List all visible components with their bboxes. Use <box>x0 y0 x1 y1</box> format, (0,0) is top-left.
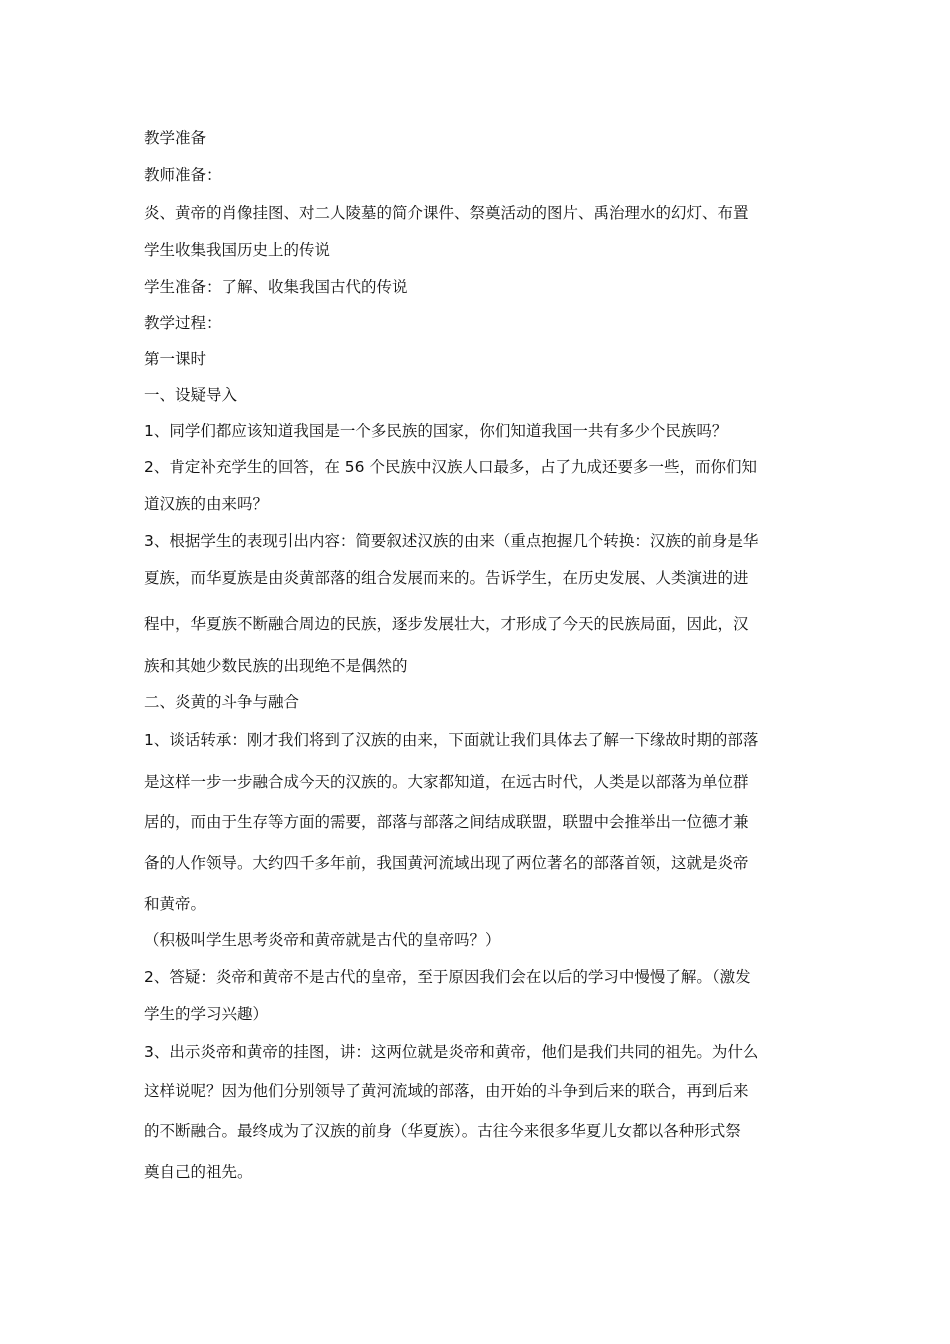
text-line: 程中，华夏族不断融合周边的民族，逐步发展壮大，才形成了今天的民族局面，因此，汉 <box>144 615 749 633</box>
text-line: 1、谈话转承：刚才我们将到了汉族的由来，下面就让我们具体去了解一下缘故时期的部落 <box>144 731 759 749</box>
text-line: 夏族，而华夏族是由炎黄部落的组合发展而来的。告诉学生，在历史发展、人类演进的进 <box>144 569 749 587</box>
text-line: 是这样一步一步融合成今天的汉族的。大家都知道，在远古时代，人类是以部落为单位群 <box>144 773 749 791</box>
text-line: 备的人作领导。大约四千多年前，我国黄河流域出现了两位著名的部落首领，这就是炎帝 <box>144 854 749 872</box>
text-line: 奠自己的祖先。 <box>144 1163 253 1181</box>
text-line: 炎、黄帝的肖像挂图、对二人陵墓的简介课件、祭奠活动的图片、禹治理水的幻灯、布置 <box>144 204 749 222</box>
text-line: （积极叫学生思考炎帝和黄帝就是古代的皇帝吗？） <box>144 931 501 949</box>
text-line: 族和其她少数民族的出现绝不是偶然的 <box>144 657 408 675</box>
section-heading: 一、设疑导入 <box>144 386 238 404</box>
heading-first-lesson: 第一课时 <box>144 350 207 368</box>
text-line: 学生准备：了解、收集我国古代的传说 <box>144 278 408 296</box>
heading-teaching-prep: 教学准备 <box>144 129 207 147</box>
heading-teacher-prep: 教师准备： <box>144 166 222 184</box>
text-line: 2、答疑：炎帝和黄帝不是古代的皇帝，至于原因我们会在以后的学习中慢慢了解。（激发 <box>144 968 751 986</box>
text-line: 和黄帝。 <box>144 895 207 913</box>
text-line: 2、肯定补充学生的回答，在 56 个民族中汉族人口最多，占了九成还要多一些，而你们知 <box>144 458 757 476</box>
text-line: 3、根据学生的表现引出内容：简要叙述汉族的由来（重点抱握几个转换：汉族的前身是华 <box>144 532 759 550</box>
text-line: 道汉族的由来吗？ <box>144 495 269 513</box>
text-line: 这样说呢？因为他们分别领导了黄河流域的部落，由开始的斗争到后来的联合，再到后来 <box>144 1082 749 1100</box>
text-line: 居的，而由于生存等方面的需要，部落与部落之间结成联盟，联盟中会推举出一位德才兼 <box>144 813 749 831</box>
text-line: 学生的学习兴趣） <box>144 1005 269 1023</box>
text-line: 3、出示炎帝和黄帝的挂图，讲：这两位就是炎帝和黄帝，他们是我们共同的祖先。为什么 <box>144 1043 759 1061</box>
text-line: 学生收集我国历史上的传说 <box>144 241 331 259</box>
section-heading: 二、炎黄的斗争与融合 <box>144 693 300 711</box>
text-line: 的不断融合。最终成为了汉族的前身（华夏族）。古往今来很多华夏儿女都以各种形式祭 <box>144 1122 741 1140</box>
heading-teaching-process: 教学过程： <box>144 314 222 332</box>
text-line: 1、同学们都应该知道我国是一个多民族的国家，你们知道我国一共有多少个民族吗？ <box>144 422 728 440</box>
